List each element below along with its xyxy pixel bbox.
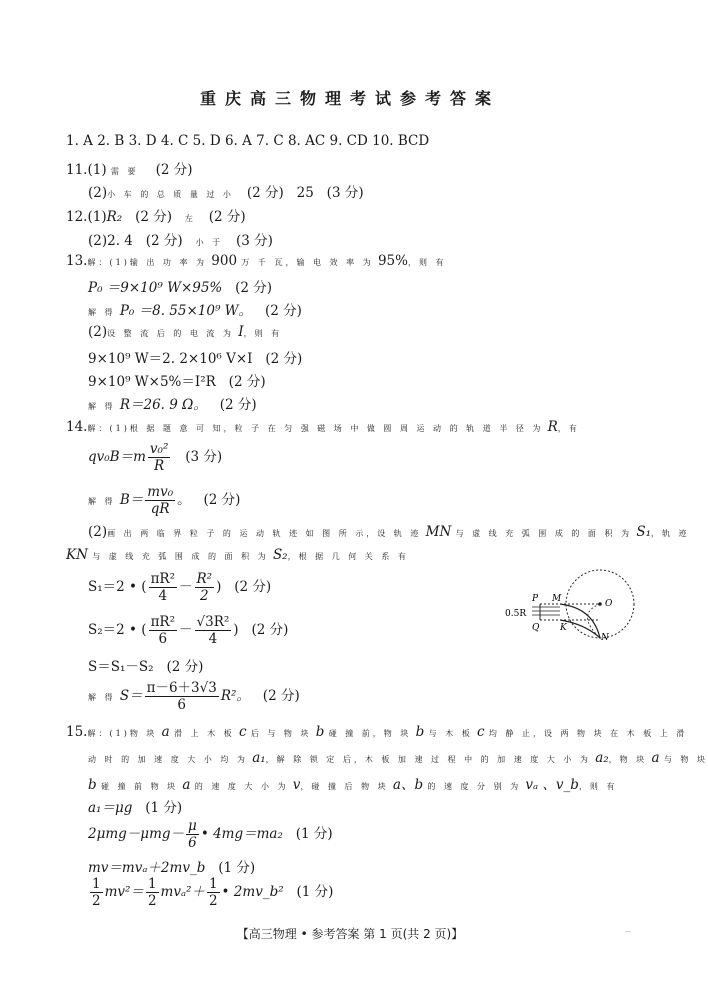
q13-text4: 设 整 流 后 的 电 流 为	[107, 329, 234, 338]
q15-score4: (1 分)	[296, 884, 334, 900]
q13-score4: (2 分)	[228, 374, 266, 390]
q14-eq3-d1: 4	[158, 588, 168, 604]
q14-text5: ，轨 迹	[651, 529, 690, 538]
q14-eq1-fraction	[148, 441, 170, 474]
q12-ans4: 小 于	[195, 238, 224, 247]
q12-line2	[88, 229, 273, 249]
q15-a2: a	[651, 750, 660, 766]
q15-eq4-b: mvₐ²＋	[160, 884, 205, 900]
q15-t7: 动 时 的 加 速 度 大 小 均 为	[88, 755, 248, 764]
q14-s1: S₁	[636, 524, 651, 540]
choice-answers: 1. A 2. B 3. D 4. C 5. D 6. A 7. C 8. AC 9. CD 10. BCD	[66, 133, 430, 149]
q12-score4: (3 分)	[235, 233, 273, 249]
q15-acc1: a₁	[252, 750, 266, 766]
q13-eq2: P₀ ＝8. 55×10⁹ W。	[119, 303, 253, 319]
q12-score3: (2 分)	[145, 233, 183, 249]
q13-eq3: 9×10⁹ W＝2. 2×10⁶ V×I	[88, 351, 253, 367]
q11-line2	[88, 181, 364, 201]
q13-line6	[88, 370, 266, 390]
q13-solved2: 解 得	[88, 402, 116, 411]
q15-eq4-n1: 1	[92, 876, 101, 892]
corner-mark: —	[625, 928, 631, 935]
label-p: P	[532, 594, 539, 604]
q15-t12: 的 速 度 大 小 为	[194, 782, 289, 791]
q14-eq2-num: mv₀	[147, 484, 174, 500]
q14-eq2-left: B＝	[119, 492, 144, 508]
q14-eq2-fraction	[145, 484, 175, 517]
q14-eq3-n2: R²	[196, 571, 213, 587]
q15-t6: 均 静 止，设 两 物 块 在 木 板 上 滑	[488, 729, 688, 738]
q14-radius: R	[547, 419, 558, 435]
q15-eq4-d3: 2	[208, 893, 218, 909]
label-q: Q	[532, 623, 540, 633]
q14-eq3-left: S₁＝2 • (	[88, 579, 147, 595]
q15-score3: (1 分)	[218, 860, 256, 876]
q14-eq3-close: )	[216, 579, 222, 595]
label-m: M	[552, 594, 562, 604]
q14-line1	[66, 419, 580, 435]
q15-line5	[88, 818, 333, 851]
q12-score1: (2 分)	[135, 209, 172, 225]
q12-part1: (1)	[87, 209, 107, 225]
q14-eq3-d2: 2	[200, 588, 209, 604]
q12-score2: (2 分)	[208, 209, 246, 225]
q14-line6	[88, 571, 271, 604]
q15-line7	[88, 876, 333, 909]
q13-score1: (2 分)	[235, 280, 273, 296]
page-footer: 【高三物理 • 参考答案 第 1 页(共 2 页)】	[236, 927, 464, 941]
q14-line8	[88, 655, 203, 675]
q12-line1	[66, 205, 246, 225]
q14-text2: ，有	[557, 424, 580, 433]
q14-eq2-den: qR	[150, 501, 170, 517]
q14-solved: 解 得	[88, 497, 116, 506]
q14-eq1-den: R	[154, 458, 165, 474]
q14-score5: (2 分)	[166, 659, 204, 675]
q15-t2: 滑 上 木 板	[174, 729, 235, 738]
q11-line1	[66, 158, 193, 178]
q13-line4	[88, 324, 282, 340]
q13-value2: 95%	[377, 253, 408, 269]
q15-line2	[88, 750, 708, 766]
q14-line2	[88, 441, 222, 474]
q14-score6: (2 分)	[262, 688, 300, 704]
q15-eq4-d1: 2	[92, 893, 101, 909]
q15-eq4-a: mv²＝	[104, 884, 144, 900]
q12-label: 12.	[66, 209, 88, 225]
q14-score2: (2 分)	[203, 492, 241, 508]
q14-eq6-num: π－6＋3√3	[146, 680, 217, 696]
q14-text4: 与 虚 线 充 弧 围 成 的 面 积 为	[455, 529, 633, 538]
q14-s2: S₂	[272, 547, 288, 563]
q14-score3: (2 分)	[234, 579, 272, 595]
q14-score4: (2 分)	[251, 622, 289, 638]
q15-va-vb: vₐ 、v_b	[525, 777, 579, 793]
q14-kn: KN	[66, 547, 88, 563]
center-dot	[598, 602, 602, 606]
q14-eq1-left: qv₀B＝m	[88, 449, 146, 465]
q13-current: I	[238, 324, 244, 340]
q15-eq4-frac3	[207, 876, 220, 909]
q15-eq4-n3: 1	[208, 876, 218, 892]
q14-eq4-left: S₂＝2 • (	[88, 622, 147, 638]
q14-eq1-num: v₀²	[149, 441, 169, 457]
q15-a3: a	[182, 777, 191, 793]
q15-line1	[66, 724, 687, 740]
q15-c2: c	[477, 724, 485, 740]
q11-ans2: 小 车 的 总 质 量 过 小	[107, 190, 234, 199]
q15-acc2: a₂	[595, 750, 609, 766]
q15-eq2-num: μ	[188, 818, 197, 834]
q14-line9	[88, 680, 300, 713]
q14-solve: 解：(1)	[87, 424, 130, 433]
q12-ans1: R₂	[106, 209, 123, 225]
q15-eq4-c: • 2mv_b²	[221, 884, 284, 900]
q15-c1: c	[238, 724, 247, 740]
q11-score1: (2 分)	[155, 162, 193, 178]
q13-line1	[66, 253, 447, 269]
q13-text2: 万 千 瓦，输 电 效 率 为	[241, 258, 374, 267]
label-half-r: 0.5R	[505, 609, 527, 619]
q13-label: 13.	[66, 253, 88, 269]
q12-ans3: (2)2. 4	[88, 233, 133, 249]
q15-v: v	[292, 777, 301, 793]
q14-eq3-frac1	[149, 571, 177, 604]
q15-score1: (1 分)	[145, 800, 183, 816]
q14-score1: (3 分)	[185, 449, 223, 465]
q15-b2: b	[415, 724, 425, 740]
q14-eq6-left: S＝	[119, 688, 143, 704]
q14-line4	[88, 524, 690, 540]
q14-text1: 根 据 题 意 可 知，粒 子 在 匀 强 磁 场 中 做 圆 周 运 动 的 轨 道 半 径 为	[129, 424, 544, 433]
q13-text5: ，则 有	[243, 329, 283, 338]
q15-t11: 碰 撞 前 物 块	[100, 782, 179, 791]
q14-eq4-frac2	[195, 614, 232, 647]
q15-t8: ，解 除 锁 定 后，木 板 加 速 过 程 中 的 加 速 度 大 小 为	[265, 755, 591, 764]
q15-eq4-frac1	[90, 876, 103, 909]
q15-t15: ，则 有	[578, 782, 618, 791]
q14-eq4-d2: 4	[208, 631, 218, 647]
q14-eq3-frac2	[195, 571, 215, 604]
q14-eq3-minus: －	[179, 579, 193, 595]
q14-eq6-end: R²。	[220, 688, 250, 704]
q15-eq2-left: 2μmg－μmg－	[88, 826, 185, 842]
q15-line4	[88, 796, 182, 816]
q15-t10: 与 物 块	[663, 755, 708, 764]
q14-text6: 与 虚 线 充 弧 围 成 的 面 积 为	[92, 552, 269, 561]
q14-line3	[88, 484, 240, 517]
q13-line5	[88, 347, 302, 367]
q13-solved: 解 得	[88, 308, 116, 317]
q14-eq5: S＝S₁－S₂	[88, 659, 154, 675]
q13-line2	[88, 276, 272, 296]
q11-part2: (2)	[88, 185, 108, 201]
q14-eq4-n1: πR²	[150, 614, 176, 630]
q14-line5	[66, 547, 409, 563]
q15-eq2-fraction	[186, 818, 199, 851]
q14-text3: 画 出 两 临 界 粒 子 的 运 动 轨 迹 如 图 所 示，设 轨 迹	[107, 529, 422, 538]
q15-line3	[88, 773, 617, 793]
q12-ans2: 左	[184, 214, 196, 223]
q14-solved2: 解 得	[88, 693, 116, 702]
q14-part2: (2)	[88, 524, 108, 540]
q14-eq4-d1: 6	[158, 631, 168, 647]
q14-eq6-den: 6	[177, 697, 187, 713]
q11-ans1: 需 要	[110, 167, 139, 176]
q13-score5: (2 分)	[219, 397, 257, 413]
trajectory-figure	[505, 568, 635, 648]
q11-score2: (2 分)	[246, 185, 284, 201]
q15-b1: b	[315, 724, 325, 740]
q13-score3: (2 分)	[265, 351, 303, 367]
q13-line3	[88, 299, 302, 319]
q14-eq6-fraction	[145, 680, 219, 713]
q15-eq2-right: • 4mg＝ma₂	[200, 826, 283, 842]
q14-eq4-close: )	[233, 622, 239, 638]
q15-t4: 碰 撞 前，物 块	[328, 729, 412, 738]
q15-t5: 与 木 板	[428, 729, 473, 738]
q14-line7	[88, 614, 288, 647]
label-o: O	[605, 599, 613, 609]
q13-text1: 输 出 功 率 为	[129, 258, 207, 267]
q15-a1: a	[161, 724, 170, 740]
q11-part1: (1)	[87, 162, 107, 178]
q15-score2: (1 分)	[295, 826, 333, 842]
q15-solve: 解：(1)	[87, 729, 130, 738]
q14-mn: MN	[425, 524, 452, 540]
q13-eq4: 9×10⁹ W×5%＝I²R	[88, 374, 216, 390]
q14-eq2-end: 。	[177, 492, 191, 508]
q13-part2: (2)	[88, 324, 108, 340]
q13-score2: (2 分)	[264, 303, 302, 319]
q15-eq4-frac2	[146, 876, 159, 909]
q15-t3: 后 与 物 块	[250, 729, 312, 738]
q14-eq4-minus: －	[179, 622, 193, 638]
q13-line7	[88, 393, 257, 413]
q13-value1: 900	[211, 253, 238, 269]
q15-t9: ，物 块	[608, 755, 648, 764]
q15-eq3: mv＝mvₐ＋2mv_b	[88, 860, 206, 876]
q11-ans3: 25	[296, 185, 314, 201]
label-n: N	[601, 633, 609, 643]
page-title: 重庆高三物理考试参考答案	[199, 89, 500, 108]
q13-eq5: R＝26. 9 Ω。	[119, 397, 207, 413]
q14-text7: ，根 据 几 何 关 系 有	[287, 552, 409, 561]
q15-t14: 的 速 度 分 别 为	[427, 782, 522, 791]
q14-eq3-n1: πR²	[150, 571, 176, 587]
q14-eq4-n2: √3R²	[196, 614, 230, 630]
q15-label: 15.	[66, 724, 88, 740]
q14-eq4-frac1	[149, 614, 177, 647]
q11-score3: (3 分)	[326, 185, 364, 201]
q15-b3: b	[88, 777, 97, 793]
q13-eq1: P₀ ＝9×10⁹ W×95%	[88, 280, 223, 296]
q15-line6	[88, 856, 255, 876]
q13-solve: 解：(1)	[87, 258, 130, 267]
q11-label: 11.	[66, 162, 88, 178]
q14-label: 14.	[66, 419, 88, 435]
q15-t1: 物 块	[129, 729, 158, 738]
q15-t13: ，碰 撞 后 物 块	[300, 782, 389, 791]
q15-eq2-den: 6	[188, 835, 197, 851]
q15-ab: a、b	[392, 777, 424, 793]
q13-text3: ，则 有	[407, 258, 447, 267]
q15-eq4-d2: 2	[147, 893, 157, 909]
q15-eq4-n2: 1	[147, 876, 157, 892]
q15-eq1: a₁＝μg	[88, 800, 133, 816]
label-k: K	[560, 623, 567, 633]
